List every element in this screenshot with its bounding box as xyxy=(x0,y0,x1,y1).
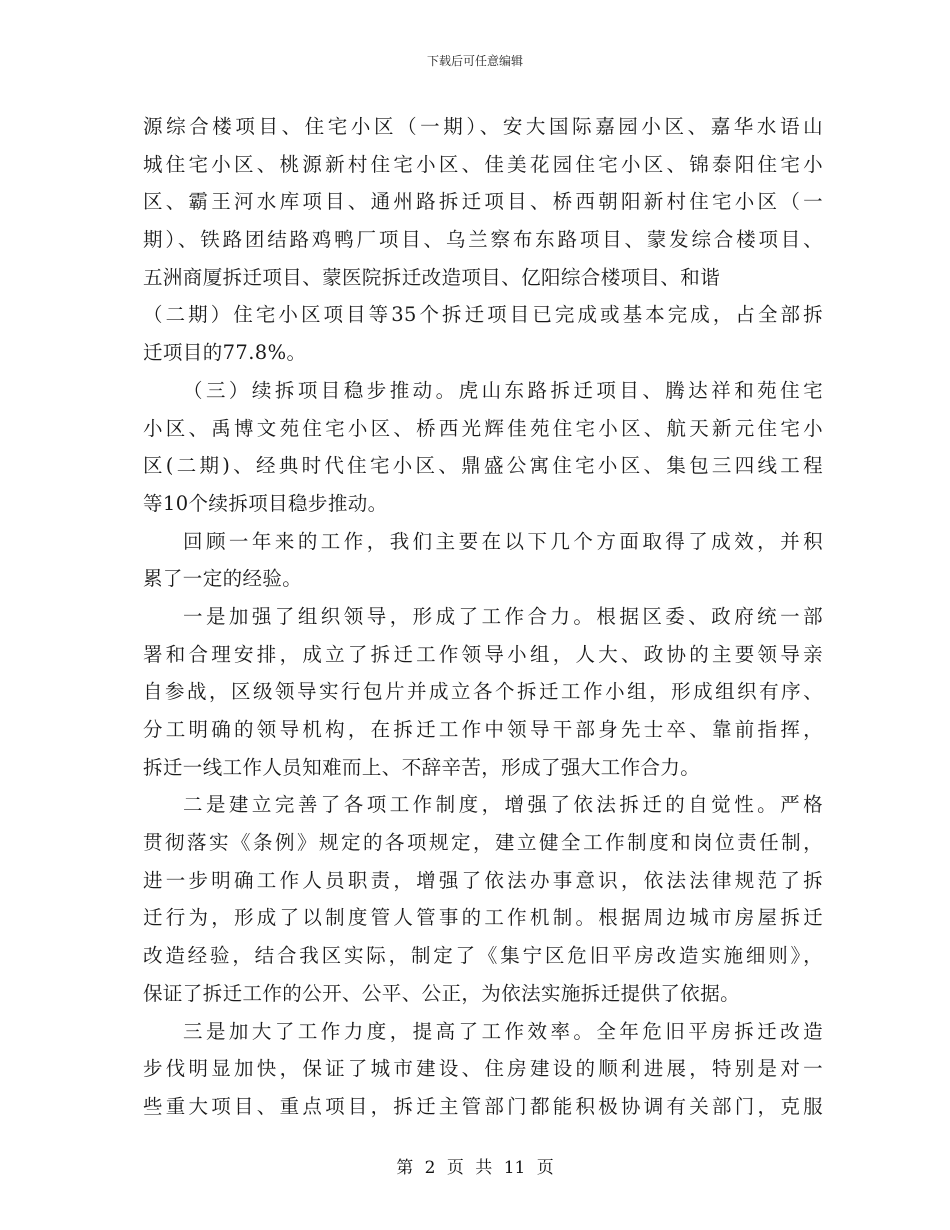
text-line: 贯彻落实《条例》规定的各项规定，建立健全工作制度和岗位责任制， xyxy=(143,831,823,855)
text-line: （三）续拆项目稳步推动。虎山东路拆迁项目、腾达祥和苑住宅 xyxy=(183,378,823,402)
page-header: 下载后可任意编辑 xyxy=(426,54,523,68)
text-line: 保证了拆迁工作的公开、公平、公正，为依法实施拆迁提供了依据。 xyxy=(143,981,741,1005)
text-line: 进一步明确工作人员职责，增强了依法办事意识，依法法律规范了拆 xyxy=(143,868,823,892)
text-line: 自参战，区级领导实行包片并成立各个拆迁工作小组，形成组织有序、 xyxy=(143,680,823,704)
text-line: 拆迁一线工作人员知难而上、不辞辛苦，形成了强大工作合力。 xyxy=(143,755,701,779)
text-line: 回顾一年来的工作，我们主要在以下几个方面取得了成效，并积 xyxy=(183,529,823,553)
document-body xyxy=(143,108,823,1126)
text-line: 城住宅小区、桃源新村住宅小区、佳美花园住宅小区、锦泰阳住宅小 xyxy=(143,152,823,176)
text-line: （二期）住宅小区项目等35个拆迁项目已完成或基本完成，占全部拆 xyxy=(143,303,823,327)
text-line: 累了一定的经验。 xyxy=(143,567,303,591)
text-line: 期）、铁路团结路鸡鸭厂项目、乌兰察布东路项目、蒙发综合楼项目、 xyxy=(143,228,823,252)
text-line: 分工明确的领导机构，在拆迁工作中领导干部身先士卒、靠前指挥， xyxy=(143,718,823,741)
text-line: 迁行为，形成了以制度管人管事的工作机制。根据周边城市房屋拆迁 xyxy=(143,906,823,930)
text-line: 署和合理安排，成立了拆迁工作领导小组，人大、政协的主要领导亲 xyxy=(143,642,823,666)
text-line: 五洲商厦拆迁项目、蒙医院拆迁改造项目、亿阳综合楼项目、和谐 xyxy=(143,265,721,289)
text-line: 等10个续拆项目稳步推动。 xyxy=(143,491,388,515)
text-line: 步伐明显加快，保证了城市建设、住房建设的顺利进展，特别是对一 xyxy=(143,1057,823,1081)
page-footer: 第 2 页 共 11 页 xyxy=(396,1158,554,1178)
text-line: 改造经验，结合我区实际，制定了《集宁区危旧平房改造实施细则》， xyxy=(143,944,823,968)
text-line: 三是加大了工作力度，提高了工作效率。全年危旧平房拆迁改造 xyxy=(183,1019,823,1043)
text-line: 小区、禹博文苑住宅小区、桥西光辉佳苑住宅小区、航天新元住宅小 xyxy=(143,416,823,440)
text-line: 些重大项目、重点项目，拆迁主管部门都能积极协调有关部门，克服 xyxy=(143,1094,823,1118)
text-line: 迁项目的77.8%。 xyxy=(143,341,307,365)
text-line: 区、霸王河水库项目、通州路拆迁项目、桥西朝阳新村住宅小区（一 xyxy=(143,190,823,214)
text-line: 二是建立完善了各项工作制度，增强了依法拆迁的自觉性。严格 xyxy=(183,793,823,817)
text-line: 一是加强了组织领导，形成了工作合力。根据区委、政府统一部 xyxy=(183,604,823,628)
text-line: 源综合楼项目、住宅小区（一期）、安大国际嘉园小区、嘉华水语山 xyxy=(143,115,823,138)
text-line: 区(二期)、经典时代住宅小区、鼎盛公寓住宅小区、集包三四线工程 xyxy=(143,454,823,478)
